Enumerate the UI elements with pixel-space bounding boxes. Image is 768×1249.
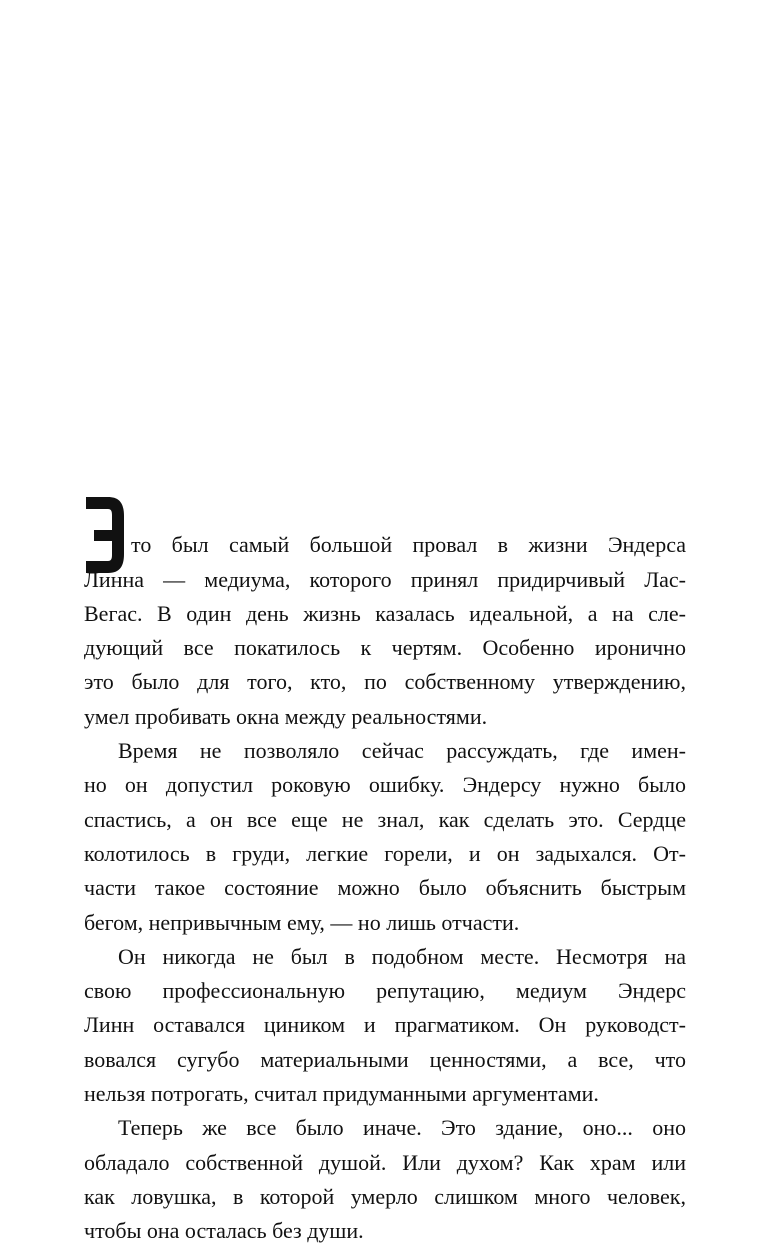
text-line: чтобы она осталась без души. — [84, 1218, 364, 1244]
text-line: то был самый большой провал в жизни Эндерса — [131, 532, 686, 558]
text-line: обладало собственной душой. Или духом? Как храм или — [84, 1149, 686, 1175]
text-line: части такое состояние можно было объяснить быстрым — [84, 875, 686, 901]
text-line: Вегас. В один день жизнь казалась идеальной, а на сле- — [84, 600, 686, 626]
text-line: Теперь же все было иначе. Это здание, оно... оно — [118, 1115, 686, 1141]
paragraph — [84, 940, 686, 1111]
text-line: это было для того, кто, по собственному утверждению, — [84, 669, 686, 695]
paragraph — [84, 1111, 686, 1248]
dropcap-spacer — [84, 494, 686, 528]
text-line: нельзя потрогать, считал придуманными аргументами. — [84, 1081, 599, 1107]
text-line: Он никогда не был в подобном месте. Несмотря на — [118, 943, 686, 969]
paragraph — [84, 494, 686, 734]
text-line: спастись, а он все еще не знал, как сделать это. Сердце — [84, 806, 686, 832]
body-text — [84, 494, 686, 1249]
text-line: Время не позволяло сейчас рассуждать, где имен- — [118, 738, 686, 764]
text-line: бегом, непривычным ему, — но лишь отчасти. — [84, 909, 520, 935]
paragraph — [84, 734, 686, 940]
text-line: как ловушка, в которой умерло слишком много человек, — [84, 1183, 686, 1209]
text-line: вовался сугубо материальными ценностями, а все, что — [84, 1046, 686, 1072]
text-line: колотилось в груди, легкие горели, и он задыхался. От- — [84, 840, 686, 866]
text-line: Линн оставался циником и прагматиком. Он руководст- — [84, 1012, 686, 1038]
text-line: свою профессиональную репутацию, медиум Эндерс — [84, 978, 686, 1004]
text-line: дующий все покатилось к чертям. Особенно иронично — [84, 635, 686, 661]
text-line: Линна — медиума, которого принял придирчивый Лас- — [84, 566, 686, 592]
text-line: но он допустил роковую ошибку. Эндерсу нужно было — [84, 772, 686, 798]
text-line: умел пробивать окна между реальностями. — [84, 703, 488, 729]
